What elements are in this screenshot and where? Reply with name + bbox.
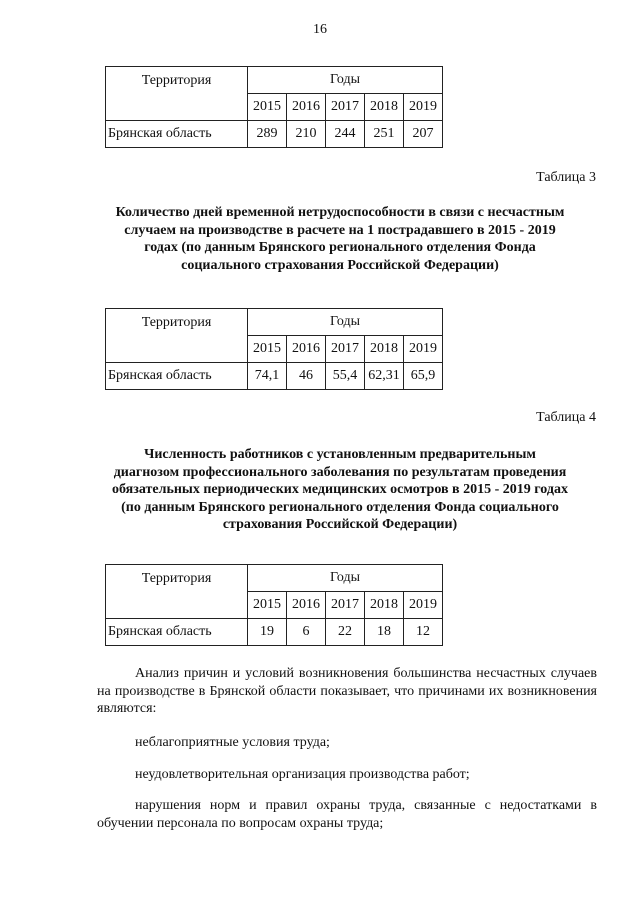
year-cell: 2018 [365, 94, 404, 121]
value-cell: 289 [248, 121, 287, 148]
year-cell: 2017 [326, 94, 365, 121]
page-number: 16 [313, 22, 327, 37]
table-4-title: Численность работников с установленным предварительным диагнозом профессионального заболевания по результатам проведения обязательных периодических медицинских осмотров в 2015 - 2019 годах (по данным Брянского регионального отделения Фонда социального страхования Российской Федерации) [112, 447, 568, 532]
value-cell: 6 [287, 619, 326, 646]
value-cell: 210 [287, 121, 326, 148]
table-3 [105, 308, 443, 390]
list-item: неудовлетворительная организация производства работ; [135, 767, 470, 782]
header-years: Годы [248, 67, 443, 94]
table-3-caption: Таблица 3 [536, 170, 596, 185]
table-4 [105, 564, 443, 646]
value-cell: 22 [326, 619, 365, 646]
year-cell: 2019 [404, 336, 443, 363]
year-cell: 2017 [326, 336, 365, 363]
year-cell: 2018 [365, 336, 404, 363]
value-cell: 74,1 [248, 363, 287, 390]
year-cell: 2019 [404, 592, 443, 619]
year-cell: 2016 [287, 94, 326, 121]
analysis-paragraph: Анализ причин и условий возникновения большинства несчастных случаев на производстве в Брянской области показывает, что причинами их возникновения являются: [97, 666, 597, 716]
year-cell: 2016 [287, 336, 326, 363]
header-years: Годы [248, 309, 443, 336]
value-cell: 244 [326, 121, 365, 148]
year-cell: 2019 [404, 94, 443, 121]
value-cell: 62,31 [365, 363, 404, 390]
value-cell: 12 [404, 619, 443, 646]
list-item: нарушения норм и правил охраны труда, связанные с недостатками в обучении персонала по вопросам охраны труда; [97, 798, 597, 831]
value-cell: 65,9 [404, 363, 443, 390]
table-1 [105, 66, 443, 148]
header-territory: Территория [106, 67, 248, 121]
value-cell: 55,4 [326, 363, 365, 390]
value-cell: 19 [248, 619, 287, 646]
year-cell: 2017 [326, 592, 365, 619]
table-3-title: Количество дней временной нетрудоспособности в связи с несчастным случаем на производстве в расчете на 1 пострадавшего в 2015 - 2019 годах (по данным Брянского регионального отделения Фонда социального страхования Российской Федерации) [115, 205, 565, 273]
header-territory: Территория [106, 309, 248, 363]
year-cell: 2015 [248, 94, 287, 121]
row-label: Брянская область [106, 619, 248, 646]
value-cell: 207 [404, 121, 443, 148]
header-years: Годы [248, 565, 443, 592]
row-label: Брянская область [106, 121, 248, 148]
year-cell: 2016 [287, 592, 326, 619]
row-label: Брянская область [106, 363, 248, 390]
value-cell: 251 [365, 121, 404, 148]
value-cell: 18 [365, 619, 404, 646]
list-item: неблагоприятные условия труда; [135, 735, 330, 750]
year-cell: 2015 [248, 592, 287, 619]
value-cell: 46 [287, 363, 326, 390]
table-4-caption: Таблица 4 [536, 410, 596, 425]
header-territory: Территория [106, 565, 248, 619]
year-cell: 2018 [365, 592, 404, 619]
year-cell: 2015 [248, 336, 287, 363]
